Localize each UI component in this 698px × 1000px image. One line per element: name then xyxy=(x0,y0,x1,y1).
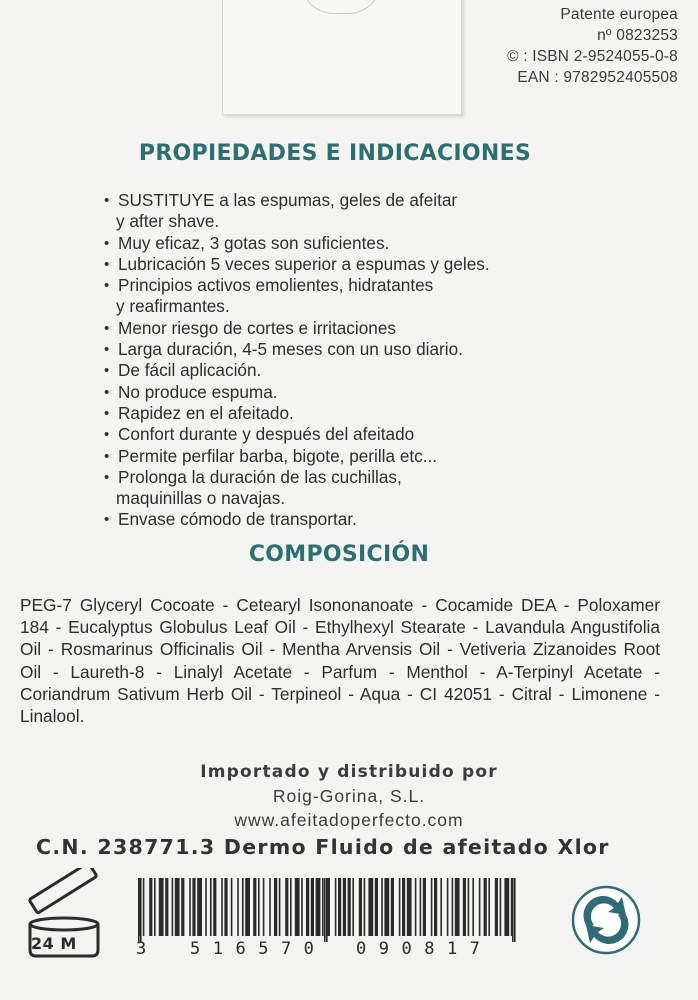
barcode-bar xyxy=(431,878,433,936)
barcode-bar xyxy=(210,878,212,936)
barcode-bar xyxy=(197,878,202,936)
property-item xyxy=(104,509,490,530)
property-continuation: y after shave. xyxy=(116,211,220,232)
barcode-bar xyxy=(407,878,412,936)
property-text: Permite perfilar barba, bigote, perilla etc... xyxy=(118,445,438,466)
barcode-bar xyxy=(452,878,454,936)
product-code: C.N. 238771.3 Dermo Fluido de afeitado Xlor xyxy=(36,835,610,859)
barcode-bar xyxy=(159,878,164,936)
property-continuation: y reafirmantes. xyxy=(116,296,230,317)
properties-list xyxy=(104,190,490,531)
barcode-bar xyxy=(237,878,239,936)
property-text: Prolonga la duración de las cuchillas, xyxy=(118,466,402,487)
barcode-bar xyxy=(258,878,260,936)
importer-label: Importado y distribuido por xyxy=(200,762,498,782)
barcode-bar xyxy=(301,878,303,936)
barcode-bar xyxy=(352,878,354,936)
barcode-digit-prefix: 3 xyxy=(136,939,147,959)
barcode-bar xyxy=(263,878,265,936)
barcode-bar xyxy=(391,878,394,936)
property-text: Principios activos emolientes, hidratantes xyxy=(118,275,434,296)
barcode-guard-bar xyxy=(140,878,142,942)
barcode xyxy=(134,878,520,942)
property-text: Envase cómodo de transportar. xyxy=(118,509,357,530)
barcode-bar xyxy=(384,878,389,936)
barcode-digits-left: 516570 xyxy=(190,939,327,959)
barcode-bar xyxy=(306,878,309,936)
barcode-bar xyxy=(488,878,490,936)
barcode-bar xyxy=(285,878,288,936)
pao-label: 24 M xyxy=(31,934,77,953)
barcode-bar xyxy=(172,878,174,936)
importer-block xyxy=(0,760,698,832)
barcode-bar xyxy=(175,878,180,936)
property-text: Larga duración, 4-5 meses con un uso diario. xyxy=(118,339,463,360)
barcode-bar xyxy=(311,878,314,936)
barcode-guard-bar xyxy=(326,878,328,942)
barcode-bar xyxy=(205,878,207,936)
barcode-bar xyxy=(245,878,250,936)
patent-number: nº 0823253 xyxy=(597,27,678,44)
property-item xyxy=(104,233,490,254)
barcode-bar xyxy=(290,878,292,936)
barcode-bar xyxy=(316,878,321,936)
recycle-icon xyxy=(570,884,642,956)
barcode-bar xyxy=(242,878,244,936)
property-text: Rapidez en el afeitado. xyxy=(118,402,294,423)
property-text: Lubricación 5 veces superior a espumas y geles. xyxy=(118,253,490,274)
property-item xyxy=(104,318,490,339)
barcode-bar xyxy=(181,878,184,936)
company-name: Roig-Gorina, S.L. xyxy=(272,786,426,806)
barcode-bar xyxy=(165,878,168,936)
barcode-bar xyxy=(375,878,378,936)
barcode-digits-right: 090817 xyxy=(356,939,493,959)
barcode-bar xyxy=(213,878,216,936)
patent-info xyxy=(507,4,678,88)
patent-line: Patente europea xyxy=(560,6,678,23)
property-item xyxy=(104,403,490,424)
barcode-bar xyxy=(231,878,233,936)
barcode-bar xyxy=(343,878,346,936)
barcode-bar xyxy=(440,878,442,936)
property-item xyxy=(104,424,490,445)
top-flap-panel xyxy=(222,0,462,115)
property-text: Confort durante y después del afeitado xyxy=(118,424,415,445)
property-text: Menor riesgo de cortes e irritaciones xyxy=(118,317,396,338)
barcode-bar xyxy=(359,878,362,936)
property-item xyxy=(104,446,490,467)
barcode-bar xyxy=(504,878,509,936)
property-item xyxy=(104,254,490,275)
barcode-bar xyxy=(495,878,498,936)
barcode-bar xyxy=(479,878,481,936)
barcode-guard-bar xyxy=(512,878,514,942)
barcode-guard-bar xyxy=(514,878,516,942)
property-item xyxy=(104,190,490,233)
barcode-bar xyxy=(295,878,300,936)
barcode-bar xyxy=(472,878,474,936)
barcode-bar xyxy=(368,878,373,936)
barcode-bar xyxy=(463,878,466,936)
barcode-bar xyxy=(423,878,426,936)
property-text: De fácil aplicación. xyxy=(118,360,262,381)
barcode-bar xyxy=(399,878,401,936)
property-text: Muy eficaz, 3 gotas son suficientes. xyxy=(118,232,390,253)
barcode-bar xyxy=(224,878,227,936)
ean-line: EAN : 9782952405508 xyxy=(517,69,678,86)
property-item xyxy=(104,467,490,510)
barcode-bar xyxy=(455,878,460,936)
barcode-bar xyxy=(364,878,366,936)
barcode-bar xyxy=(468,878,470,936)
barcode-bar xyxy=(381,878,383,936)
barcode-bar xyxy=(402,878,405,936)
barcode-bar xyxy=(143,878,145,936)
property-text: SUSTITUYE a las espumas, geles de afeitar xyxy=(118,190,458,210)
barcode-bar xyxy=(420,878,422,936)
barcode-bar xyxy=(484,878,487,936)
property-text: No produce espuma. xyxy=(118,381,278,402)
barcode-guard-bar xyxy=(138,878,140,942)
barcode-bar xyxy=(279,878,281,936)
property-continuation: maquinillas o navajas. xyxy=(116,488,286,509)
property-item xyxy=(104,339,490,360)
barcode-bar xyxy=(189,878,191,936)
barcode-bar xyxy=(338,878,341,936)
barcode-bar xyxy=(192,878,195,936)
barcode-bar xyxy=(221,878,223,936)
property-item xyxy=(104,275,490,318)
barcode-bar xyxy=(274,878,277,936)
barcode-bar xyxy=(253,878,256,936)
barcode-bar xyxy=(434,878,437,936)
barcode-guard-bar xyxy=(324,878,326,942)
barcode-bar xyxy=(348,878,351,936)
isbn-line: © : ISBN 2-9524055-0-8 xyxy=(507,48,678,65)
composition-title: COMPOSICIÓN xyxy=(248,542,430,567)
property-item xyxy=(104,360,490,381)
barcode-bar xyxy=(415,878,417,936)
property-item xyxy=(104,382,490,403)
properties-title: PROPIEDADES E INDICACIONES xyxy=(138,141,532,166)
composition-text: PEG-7 Glyceryl Cocoate - Cetearyl Isononanoate - Cocamide DEA - Poloxamer 184 - Eucalyptus Globulus Leaf Oil - Ethylhexyl Stearate - Lavandula Angustifolia Oil - Rosmarinus Officinalis Oil - Mentha Arvensis Oil - Vetiveria Zizanoides Root Oil - Laureth-8 - Linalyl Acetate - Parfum - Menthol - A-Terpinyl Acetate - Coriandrum Sativum Herb Oil - Terpineol - Aqua - CI 42051 - Citral - Limonene - Linalool. xyxy=(20,595,660,727)
barcode-bar xyxy=(154,878,156,936)
barcode-bar xyxy=(149,878,152,936)
barcode-bar xyxy=(335,878,337,936)
barcode-bar xyxy=(322,878,324,936)
barcode-bar xyxy=(500,878,502,936)
barcode-bar xyxy=(269,878,271,936)
website-text: www.afeitadoperfecto.com xyxy=(234,810,464,830)
barcode-bar xyxy=(447,878,449,936)
